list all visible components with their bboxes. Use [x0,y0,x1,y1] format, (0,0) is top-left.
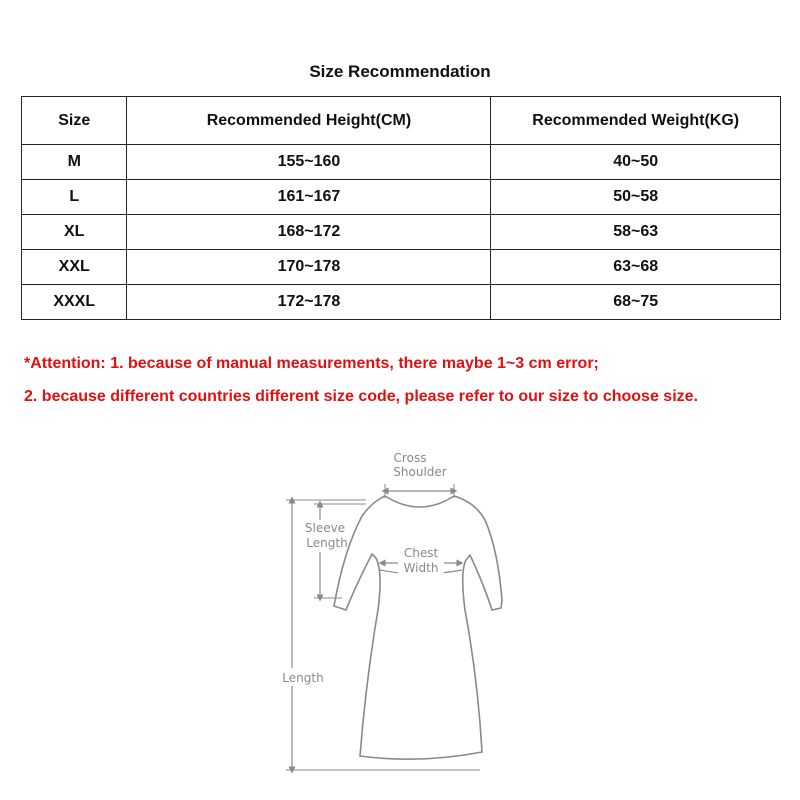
cell-size: XL [22,215,127,250]
chest-width-label-1: Chest [403,546,439,560]
dress-outline-svg [270,440,530,790]
length-label: Length [282,671,324,685]
sleeve-length-label-2: Length [306,536,348,550]
size-table [21,96,781,320]
dress-measurement-diagram [270,440,530,790]
cross-shoulder-label-1: Cross [393,451,427,465]
cross-shoulder-label-2: Shoulder [393,465,447,479]
attention-note-1: *Attention: 1. because of manual measurements, there maybe 1~3 cm error; [24,355,599,372]
cell-height: 161~167 [127,180,491,215]
cell-size: XXL [22,250,127,285]
sleeve-length-label-1: Sleeve [304,521,346,535]
attention-note-2: 2. because different countries different size code, please refer to our size to choose size. [24,388,698,405]
page-title: Size Recommendation [309,62,491,81]
cell-size: M [22,145,127,180]
header-size: Size [22,97,127,145]
table-row [22,145,781,180]
cell-weight: 58~63 [491,215,781,250]
table-row [22,250,781,285]
cell-weight: 63~68 [491,250,781,285]
table-row [22,285,781,320]
cell-weight: 50~58 [491,180,781,215]
chest-width-label-2: Width [403,561,439,575]
header-weight: Recommended Weight(KG) [491,97,781,145]
header-height: Recommended Height(CM) [127,97,491,145]
table-row [22,180,781,215]
cell-height: 170~178 [127,250,491,285]
cell-height: 168~172 [127,215,491,250]
cell-weight: 40~50 [491,145,781,180]
cell-size: XXXL [22,285,127,320]
cell-weight: 68~75 [491,285,781,320]
table-header-row [22,97,781,145]
cell-height: 172~178 [127,285,491,320]
dress-outline [334,496,502,759]
cell-height: 155~160 [127,145,491,180]
cell-size: L [22,180,127,215]
table-row [22,215,781,250]
